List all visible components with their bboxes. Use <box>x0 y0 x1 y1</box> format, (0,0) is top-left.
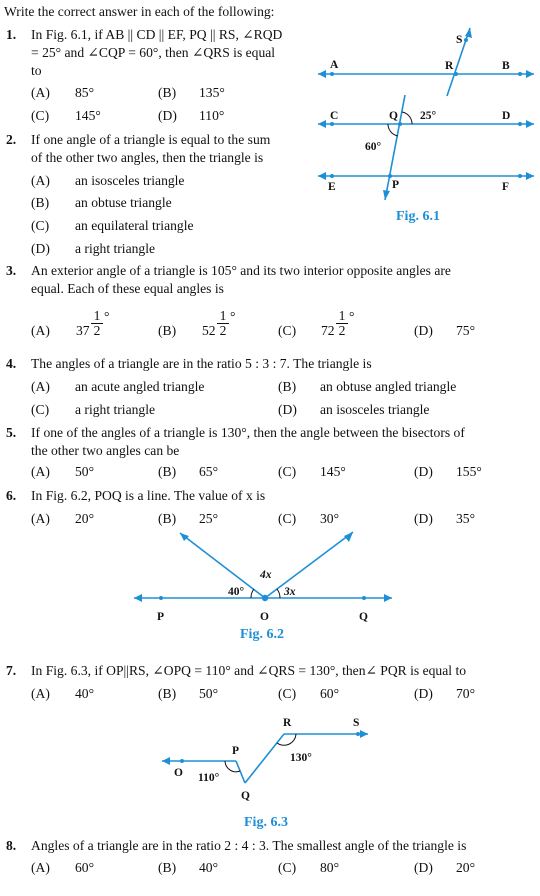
label-p: P <box>157 611 165 623</box>
question-text: Angles of a triangle are in the ratio 2 : 4 : 3. The smallest angle of the triangle is <box>31 838 467 853</box>
label-q: Q <box>241 790 250 802</box>
option-c-text: 30° <box>320 511 340 526</box>
option-a-label: (A) <box>31 379 50 394</box>
option-a-text: an acute angled triangle <box>75 379 205 394</box>
figure-caption: Fig. 6.3 <box>244 815 288 830</box>
option-a-label: (A) <box>31 173 50 188</box>
option-c-label: (C) <box>278 464 297 479</box>
option-d-text: 155° <box>456 464 482 479</box>
label-f: F <box>502 181 510 193</box>
option-d-text: 75° <box>456 323 476 338</box>
option-c-text: 145° <box>320 464 346 479</box>
option-a-whole: 37 <box>76 323 90 338</box>
option-a-text: 85° <box>75 85 95 100</box>
option-a-fraction: $\frac{1}{2}$ <box>91 309 103 338</box>
option-a-label: (A) <box>31 464 50 479</box>
question-number: 1. <box>6 27 17 42</box>
option-a-text: 20° <box>75 511 95 526</box>
question-text: to <box>31 63 42 78</box>
option-c-whole: 72 <box>321 323 335 338</box>
figure-caption: Fig. 6.2 <box>240 627 284 642</box>
option-c-text: 145° <box>75 108 101 123</box>
option-b-label: (B) <box>158 85 177 100</box>
option-d-label: (D) <box>414 686 433 701</box>
question-number: 5. <box>6 425 17 440</box>
option-c-label: (C) <box>278 323 297 338</box>
question-text: If one angle of a triangle is equal to the sum <box>31 132 271 147</box>
option-a-label: (A) <box>31 85 50 100</box>
label-c: C <box>330 110 339 122</box>
option-a-label: (A) <box>31 860 50 875</box>
option-b-label: (B) <box>31 195 50 210</box>
option-a-label: (A) <box>31 686 50 701</box>
option-b-text: 135° <box>199 85 225 100</box>
option-d-text: a right triangle <box>75 241 156 256</box>
option-d-text: 20° <box>456 860 476 875</box>
option-b-label: (B) <box>278 379 297 394</box>
option-d-label: (D) <box>31 241 50 256</box>
question-text: An exterior angle of a triangle is 105° and its two interior opposite angles are <box>31 263 451 278</box>
option-a-text: 40° <box>75 686 95 701</box>
label-p: P <box>232 745 240 757</box>
option-c-label: (C) <box>31 108 50 123</box>
question-number: 7. <box>6 663 17 678</box>
question-text: In Fig. 6.2, POQ is a line. The value of x is <box>31 488 266 503</box>
angle-label-4x: 4x <box>260 569 272 581</box>
question-text: In Fig. 6.3, if OP||RS, ∠OPQ = 110° and ∠QRS = 130°, then∠ PQR is equal to <box>31 663 467 678</box>
option-b-fraction: $\frac{1}{2}$ <box>217 309 229 338</box>
option-d-label: (D) <box>414 464 433 479</box>
label-s: S <box>353 717 360 729</box>
option-a-text: 60° <box>75 860 95 875</box>
option-b-text: an obtuse angled triangle <box>320 379 457 394</box>
option-d-label: (D) <box>414 511 433 526</box>
option-c-text: 80° <box>320 860 340 875</box>
degree-sign: ° <box>104 309 110 324</box>
option-c-label: (C) <box>31 218 50 233</box>
option-c-label: (C) <box>278 511 297 526</box>
question-text: equal. Each of these equal angles is <box>31 281 224 296</box>
option-b-whole: 52 <box>202 323 216 338</box>
option-b-label: (B) <box>158 511 177 526</box>
option-b-label: (B) <box>158 860 177 875</box>
question-text: the other two angles can be <box>31 443 180 458</box>
question-number: 6. <box>6 488 17 503</box>
label-b: B <box>502 60 510 72</box>
question-number: 2. <box>6 132 17 147</box>
option-a-label: (A) <box>31 323 50 338</box>
option-c-label: (C) <box>31 402 50 417</box>
option-a-text: an isosceles triangle <box>75 173 185 188</box>
option-d-label: (D) <box>278 402 297 417</box>
figure-caption: Fig. 6.1 <box>396 209 440 224</box>
segment-qr <box>245 734 284 783</box>
angle-label-130: 130° <box>290 752 312 764</box>
option-b-text: 40° <box>199 860 219 875</box>
question-text: If one of the angles of a triangle is 130°, then the angle between the bisectors of <box>31 425 465 440</box>
option-c-label: (C) <box>278 686 297 701</box>
option-c-fraction: $\frac{1}{2}$ <box>336 309 348 338</box>
option-c-text: a right triangle <box>75 402 156 417</box>
angle-label-40: 40° <box>228 586 245 598</box>
option-d-label: (D) <box>414 860 433 875</box>
option-a-label: (A) <box>31 511 50 526</box>
label-q: Q <box>359 611 368 623</box>
question-number: 8. <box>6 838 17 853</box>
option-b-text: 65° <box>199 464 219 479</box>
option-c-text: an equilateral triangle <box>75 218 194 233</box>
option-b-label: (B) <box>158 686 177 701</box>
option-b-text: 25° <box>199 511 219 526</box>
option-d-text: 110° <box>199 108 225 123</box>
label-d: D <box>502 110 511 122</box>
option-b-text: 50° <box>199 686 219 701</box>
option-d-label: (D) <box>414 323 433 338</box>
question-text: In Fig. 6.1, if AB || CD || EF, PQ || RS, ∠RQD <box>31 27 283 42</box>
label-e: E <box>328 181 336 193</box>
option-c-label: (C) <box>278 860 297 875</box>
angle-label-3x: 3x <box>284 586 296 598</box>
label-o: O <box>174 767 183 779</box>
worksheet-heading: Write the correct answer in each of the following: <box>4 4 275 19</box>
option-b-text: an obtuse triangle <box>75 195 172 210</box>
label-a: A <box>330 59 339 71</box>
angle-label-25: 25° <box>420 110 437 122</box>
option-b-label: (B) <box>158 323 177 338</box>
degree-sign: ° <box>349 309 355 324</box>
angle-label-60: 60° <box>365 141 382 153</box>
degree-sign: ° <box>230 309 236 324</box>
angle-label-110: 110° <box>198 772 220 784</box>
option-d-text: an isosceles triangle <box>320 402 430 417</box>
question-number: 4. <box>6 356 17 371</box>
label-o: O <box>260 611 269 623</box>
question-text: = 25° and ∠CQP = 60°, then ∠QRS is equal <box>31 45 276 60</box>
option-d-text: 70° <box>456 686 476 701</box>
option-c-text: 60° <box>320 686 340 701</box>
option-a-text: 50° <box>75 464 95 479</box>
option-d-label: (D) <box>158 108 177 123</box>
label-p: P <box>392 179 400 191</box>
question-text: of the other two angles, then the triangle is <box>31 150 264 165</box>
label-r: R <box>445 60 454 72</box>
question-text: The angles of a triangle are in the ratio 5 : 3 : 7. The triangle is <box>31 356 372 371</box>
label-q: Q <box>389 110 398 122</box>
option-d-text: 35° <box>456 511 476 526</box>
label-r: R <box>283 717 292 729</box>
label-s: S <box>456 34 463 46</box>
option-b-label: (B) <box>158 464 177 479</box>
question-number: 3. <box>6 263 17 278</box>
